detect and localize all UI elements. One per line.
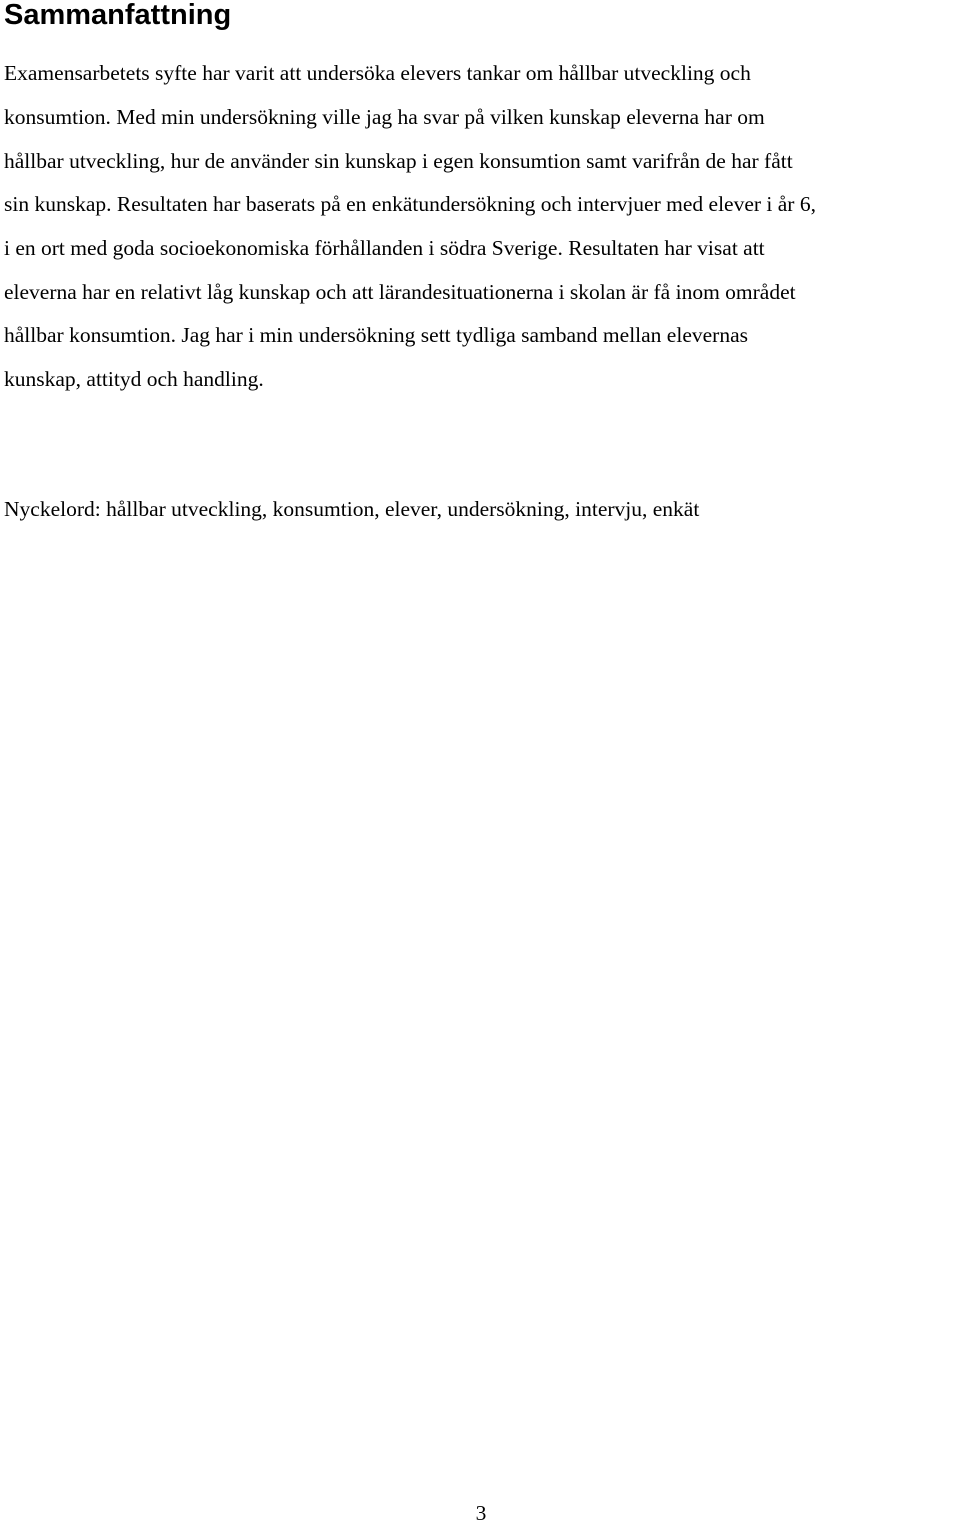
section-heading: Sammanfattning [4, 0, 232, 31]
keywords-line: Nyckelord: hållbar utveckling, konsumtion, elever, undersökning, intervju, enkät [4, 497, 700, 521]
summary-line: sin kunskap. Resultaten har baserats på en enkätundersökning och intervjuer med elever i år 6, [4, 192, 816, 216]
summary-line: eleverna har en relativt låg kunskap och att lärandesituationerna i skolan är få inom området [4, 280, 796, 304]
summary-line: kunskap, attityd och handling. [4, 367, 264, 391]
page-number: 3 [475, 1501, 487, 1525]
summary-line: hållbar konsumtion. Jag har i min undersökning sett tydliga samband mellan elevernas [4, 323, 748, 347]
summary-line: hållbar utveckling, hur de använder sin kunskap i egen konsumtion samt varifrån de har fått [4, 149, 793, 173]
summary-line: i en ort med goda socioekonomiska förhållanden i södra Sverige. Resultaten har visat att [4, 236, 765, 260]
summary-line: konsumtion. Med min undersökning ville jag ha svar på vilken kunskap eleverna har om [4, 105, 765, 129]
summary-line: Examensarbetets syfte har varit att undersöka elevers tankar om hållbar utveckling och [4, 61, 751, 85]
